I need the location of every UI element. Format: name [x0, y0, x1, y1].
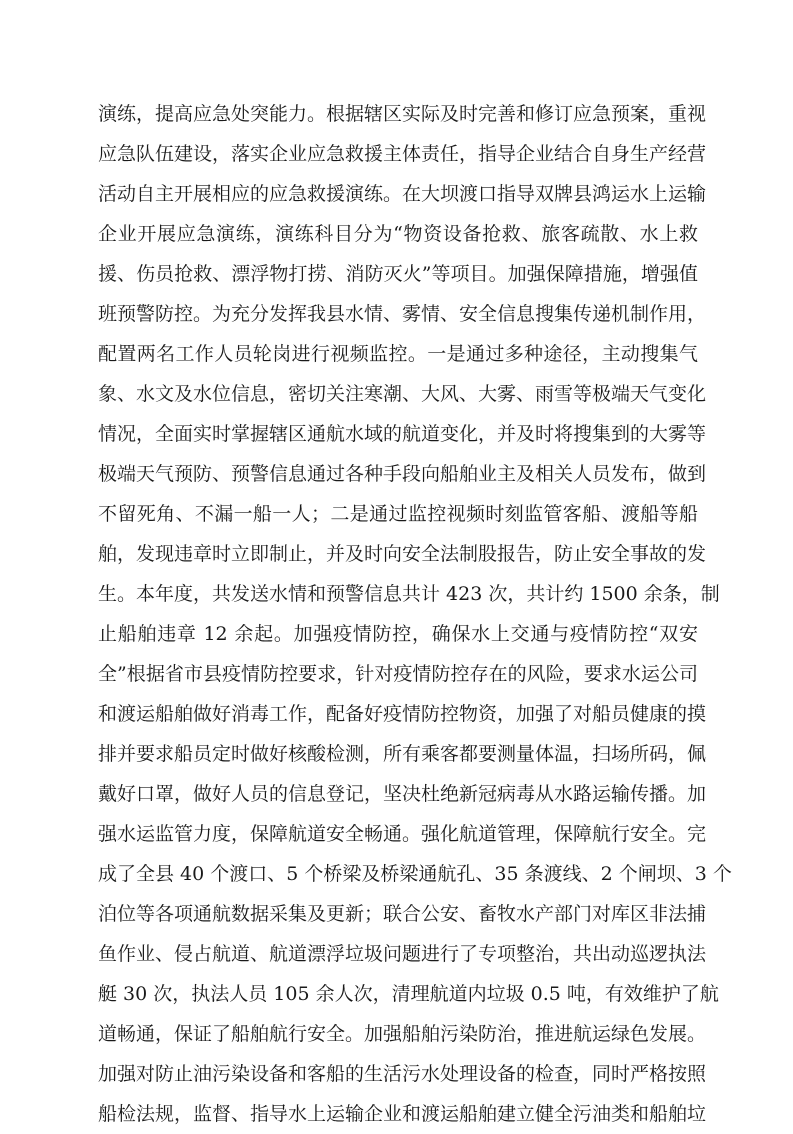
text-line: 船检法规，监督、指导水上运输企业和渡运船舶建立健全污油类和船舶垃 — [98, 1103, 707, 1125]
text-line: 鱼作业、侵占航道、航道漂浮垃圾问题进行了专项整治，共出动巡逻执法 — [98, 943, 707, 965]
body-paragraph — [98, 94, 732, 1134]
text-line: 成了全县 40 个渡口、5 个桥梁及桥梁通航孔、35 条渡线、2 个闸坝、3 个 — [98, 863, 732, 885]
text-line: 演练，提高应急处突能力。根据辖区实际及时完善和修订应急预案，重视 — [98, 103, 707, 125]
text-line: 泊位等各项通航数据采集及更新；联合公安、畜牧水产部门对库区非法捕 — [98, 903, 707, 925]
text-line: 戴好口罩，做好人员的信息登记，坚决杜绝新冠病毒从水路运输传播。加 — [98, 783, 707, 805]
text-line: 象、水文及水位信息，密切关注寒潮、大风、大雾、雨雪等极端天气变化 — [98, 383, 707, 405]
text-line: 配置两名工作人员轮岗进行视频监控。一是通过多种途径，主动搜集气 — [98, 343, 698, 365]
text-line: 道畅通，保证了船舶航行安全。加强船舶污染防治，推进航运绿色发展。 — [98, 1023, 707, 1045]
text-line: 全”根据省市县疫情防控要求，针对疫情防控存在的风险，要求水运公司 — [98, 663, 698, 685]
text-line: 强水运监管力度，保障航道安全畅通。强化航道管理，保障航行安全。完 — [98, 823, 707, 845]
text-line: 企业开展应急演练，演练科目分为“物资设备抢救、旅客疏散、水上救 — [98, 223, 698, 245]
text-line: 生。本年度，共发送水情和预警信息共计 423 次，共计约 1500 余条，制 — [98, 583, 720, 605]
text-line: 艇 30 次，执法人员 105 余人次，清理航道内垃圾 0.5 吨，有效维护了航 — [98, 983, 719, 1005]
text-line: 加强对防止油污染设备和客船的生活污水处理设备的检查，同时严格按照 — [98, 1063, 707, 1085]
text-line: 援、伤员抢救、漂浮物打捞、消防灭火”等项目。加强保障措施，增强值 — [98, 263, 698, 285]
text-line: 班预警防控。为充分发挥我县水情、雾情、安全信息搜集传递机制作用， — [98, 303, 707, 325]
text-line: 排并要求船员定时做好核酸检测，所有乘客都要测量体温，扫场所码，佩 — [98, 743, 707, 765]
text-line: 活动自主开展相应的应急救援演练。在大坝渡口指导双牌县鸿运水上运输 — [98, 183, 707, 205]
text-line: 舶，发现违章时立即制止，并及时向安全法制股报告，防止安全事故的发 — [98, 543, 707, 565]
text-line: 情况，全面实时掌握辖区通航水域的航道变化，并及时将搜集到的大雾等 — [98, 423, 707, 445]
text-line: 极端天气预防、预警信息通过各种手段向船舶业主及相关人员发布，做到 — [98, 463, 707, 485]
text-line: 不留死角、不漏一船一人；二是通过监控视频时刻监管客船、渡船等船 — [98, 503, 698, 525]
text-line: 应急队伍建设，落实企业应急救援主体责任，指导企业结合自身生产经营 — [98, 143, 707, 165]
text-line: 和渡运船舶做好消毒工作，配备好疫情防控物资，加强了对船员健康的摸 — [98, 703, 707, 725]
text-line: 止船舶违章 12 余起。加强疫情防控，确保水上交通与疫情防控“双安 — [98, 623, 698, 645]
